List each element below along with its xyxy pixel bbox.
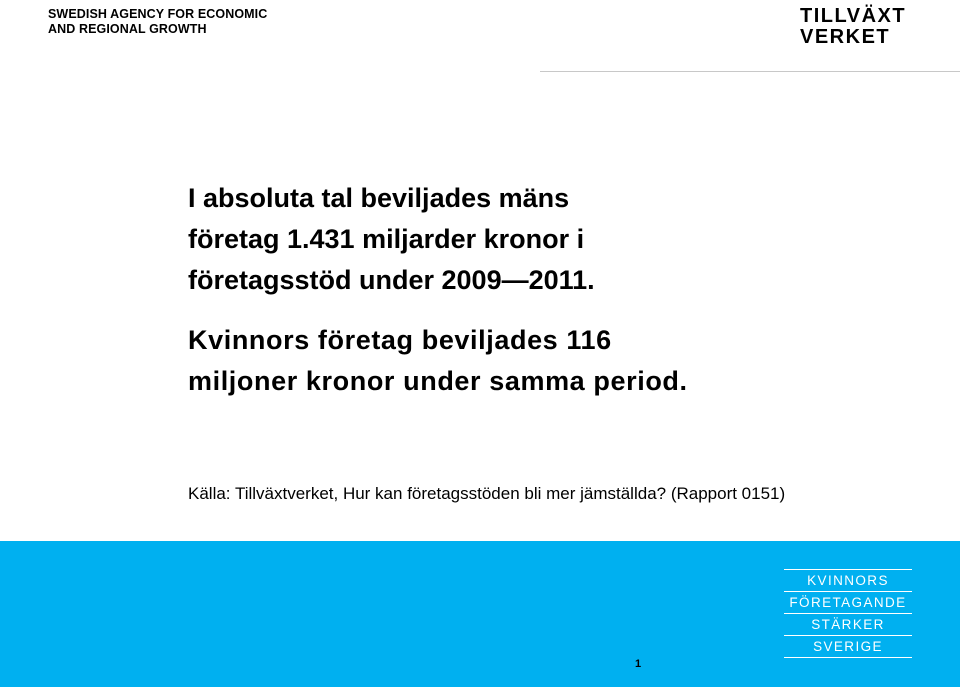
agency-name-line-2: AND REGIONAL GROWTH	[48, 22, 207, 36]
header-divider	[540, 71, 960, 72]
statement-womens-companies	[188, 320, 828, 402]
campaign-line: STÄRKER	[784, 613, 912, 635]
kvinnors-foretagande-logo	[784, 569, 912, 658]
logo-line-2: VERKET	[800, 26, 891, 48]
footer-band	[0, 541, 960, 687]
statement-mens-companies	[188, 178, 808, 301]
tillvaxtverket-logo	[798, 2, 916, 48]
statement-line: företagsstöd under 2009—2011.	[188, 265, 595, 295]
agency-name-line-1: SWEDISH AGENCY FOR ECONOMIC	[48, 7, 268, 21]
statement-line: miljoner kronor under samma period.	[188, 366, 688, 396]
campaign-line: KVINNORS	[784, 569, 912, 591]
campaign-bottom-rule	[784, 657, 912, 658]
statement-line: Kvinnors företag beviljades 116	[188, 325, 612, 355]
agency-name	[48, 7, 267, 37]
statement-line: I absoluta tal beviljades mäns	[188, 183, 570, 213]
logo-line-1: TILLVÄXT	[800, 5, 907, 27]
page-number: 1	[635, 658, 642, 670]
statement-line: företag 1.431 miljarder kronor i	[188, 224, 585, 254]
source-citation: Källa: Tillväxtverket, Hur kan företagsstöden bli mer jämställda? (Rapport 0151)	[188, 484, 786, 503]
campaign-line: SVERIGE	[784, 635, 912, 657]
campaign-line: FÖRETAGANDE	[784, 591, 912, 613]
